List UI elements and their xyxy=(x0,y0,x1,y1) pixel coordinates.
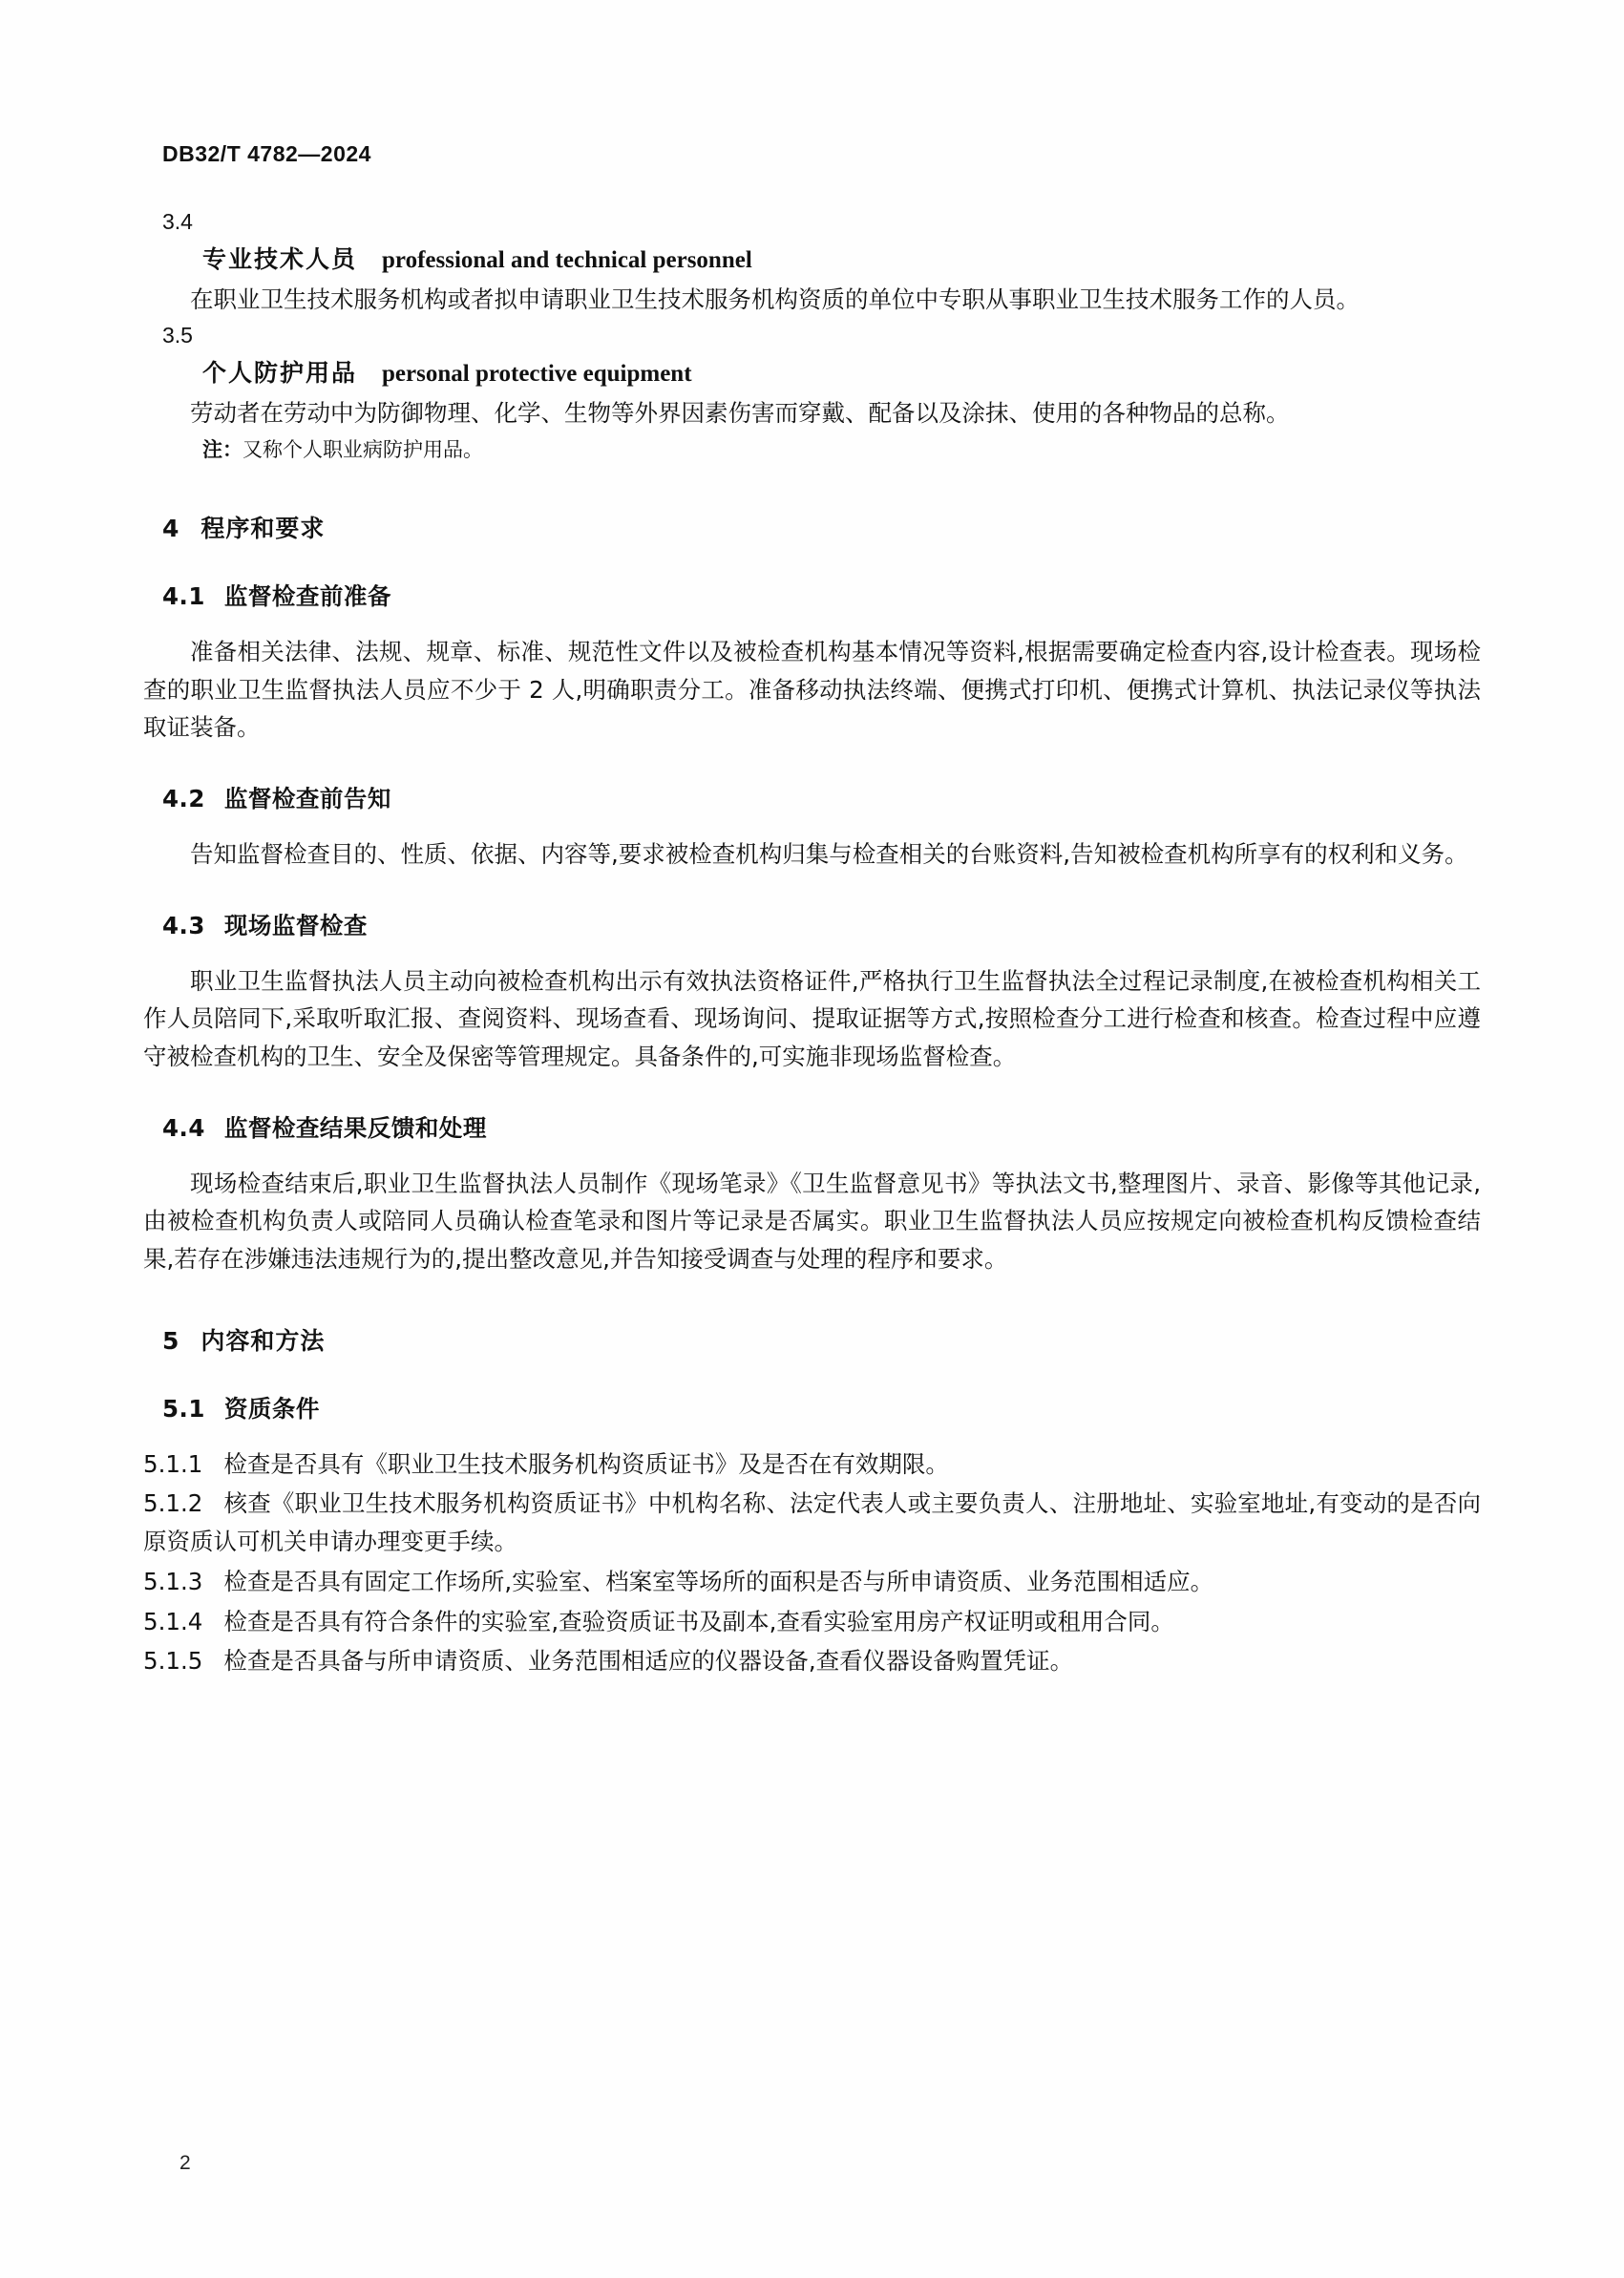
term-note-label: 注： xyxy=(202,438,243,462)
subsection-5-1 xyxy=(143,1391,1481,1680)
subsection-heading-4-3 xyxy=(162,908,1481,941)
subsection-heading-4-2 xyxy=(162,781,1481,814)
term-cn-3-4: 专业技术人员 xyxy=(202,245,358,273)
term-cn-3-5: 个人防护用品 xyxy=(202,358,358,387)
section-heading-4 xyxy=(162,510,1481,544)
subsection-title-5-1: 资质条件 xyxy=(223,1394,320,1423)
item-text-5-1-1: 检查是否具有《职业卫生技术服务机构资质证书》及是否在有效期限。 xyxy=(223,1449,949,1478)
subsection-title-4-1: 监督检查前准备 xyxy=(223,581,391,610)
term-en-3-4: professional and technical personnel xyxy=(382,247,752,273)
section-number-5: 5 xyxy=(162,1326,180,1355)
subsection-title-4-2: 监督检查前告知 xyxy=(223,784,391,812)
item-text-5-1-4: 检查是否具有符合条件的实验室,查验资质证书及副本,查看实验室用房产权证明或租用合同。 xyxy=(223,1607,1174,1635)
list-item xyxy=(143,1642,1481,1680)
subsection-heading-4-4 xyxy=(162,1110,1481,1144)
page-header-standard-id: DB32/T 4782—2024 xyxy=(162,141,371,166)
clause-number-3-5: 3.5 xyxy=(162,322,193,348)
subsection-number-4-1: 4.1 xyxy=(162,581,205,610)
item-text-5-1-3: 检查是否具有固定工作场所,实验室、档案室等场所的面积是否与所申请资质、业务范围相适应。 xyxy=(223,1567,1214,1595)
subsection-heading-5-1 xyxy=(162,1391,1481,1424)
item-number-5-1-2: 5.1.2 xyxy=(143,1489,203,1518)
term-heading-3-4 xyxy=(202,241,1481,275)
item-number-5-1-4: 5.1.4 xyxy=(143,1607,203,1635)
list-item xyxy=(143,1445,1481,1484)
term-definition-3-5: 劳动者在劳动中为防御物理、化学、生物等外界因素伤害而穿戴、配备以及涂抹、使用的各种物品的总称。 xyxy=(190,398,1290,427)
section-heading-5 xyxy=(162,1322,1481,1357)
item-number-5-1-5: 5.1.5 xyxy=(143,1647,203,1676)
term-heading-3-5 xyxy=(202,354,1481,389)
term-note-3-5 xyxy=(202,435,1481,466)
clause-number-3-4: 3.4 xyxy=(162,209,193,234)
subsection-number-4-2: 4.2 xyxy=(162,784,205,812)
item-number-5-1-1: 5.1.1 xyxy=(143,1449,203,1478)
subsection-paragraph-4-4: 现场检查结束后,职业卫生监督执法人员制作《现场笔录》《卫生监督意见书》等执法文书,整理图片、录音、影像等其他记录,由被检查机构负责人或陪同人员确认检查笔录和图片等记录是否属实。职业卫生监督执法人员应按规定向被检查机构反馈检查结果,若存在涉嫌违法违规行为的,提出整改意见,并告知接受调查与处理的程序和要求。 xyxy=(143,1169,1481,1274)
term-en-3-5: personal protective equipment xyxy=(382,360,692,387)
list-item xyxy=(143,1603,1481,1641)
list-item xyxy=(143,1485,1481,1560)
item-text-5-1-5: 检查是否具备与所申请资质、业务范围相适应的仪器设备,查看仪器设备购置凭证。 xyxy=(223,1647,1074,1676)
subsection-title-4-3: 现场监督检查 xyxy=(223,911,368,939)
list-item xyxy=(143,1563,1481,1601)
subsection-paragraph-4-2: 告知监督检查目的、性质、依据、内容等,要求被检查机构归集与检查相关的台账资料,告知被检查机构所享有的权利和义务。 xyxy=(190,839,1468,868)
subsection-number-5-1: 5.1 xyxy=(162,1394,205,1423)
subsection-paragraph-4-1: 准备相关法律、法规、规章、标准、规范性文件以及被检查机构基本情况等资料,根据需要确定检查内容,设计检查表。现场检查的职业卫生监督执法人员应不少于 2 人,明确职责分工。准备移动执法终端、便携式打印机、便携式计算机、执法记录仪等执法取证装备。 xyxy=(143,637,1481,742)
page-number: 2 xyxy=(179,2152,191,2174)
subsection-4-4 xyxy=(143,1110,1481,1278)
subsection-title-4-4: 监督检查结果反馈和处理 xyxy=(223,1113,487,1142)
subsection-paragraph-4-3: 职业卫生监督执法人员主动向被检查机构出示有效执法资格证件,严格执行卫生监督执法全过程记录制度,在被检查机构相关工作人员陪同下,采取听取汇报、查阅资料、现场查看、现场询问、提取证据等方式,按照检查分工进行检查和核查。检查过程中应遵守被检查机构的卫生、安全及保密等管理规定。具备条件的,可实施非现场监督检查。 xyxy=(143,966,1481,1070)
section-number-4: 4 xyxy=(162,514,180,542)
item-text-5-1-2: 核查《职业卫生技术服务机构资质证书》中机构名称、法定代表人或主要负责人、注册地址、实验室地址,有变动的是否向原资质认可机关申请办理变更手续。 xyxy=(143,1489,1481,1556)
subsection-heading-4-1 xyxy=(162,579,1481,612)
term-definition-3-4: 在职业卫生技术服务机构或者拟申请职业卫生技术服务机构资质的单位中专职从事职业卫生技术服务工作的人员。 xyxy=(190,285,1360,313)
subsection-number-4-3: 4.3 xyxy=(162,911,205,939)
subsection-4-2 xyxy=(143,781,1481,874)
subsection-4-3 xyxy=(143,908,1481,1076)
term-note-text: 又称个人职业病防护用品。 xyxy=(243,438,483,462)
section-title-4: 程序和要求 xyxy=(200,514,326,542)
item-number-5-1-3: 5.1.3 xyxy=(143,1567,203,1595)
subsection-4-1 xyxy=(143,579,1481,747)
subsection-number-4-4: 4.4 xyxy=(162,1113,205,1142)
section-title-5: 内容和方法 xyxy=(200,1326,326,1355)
